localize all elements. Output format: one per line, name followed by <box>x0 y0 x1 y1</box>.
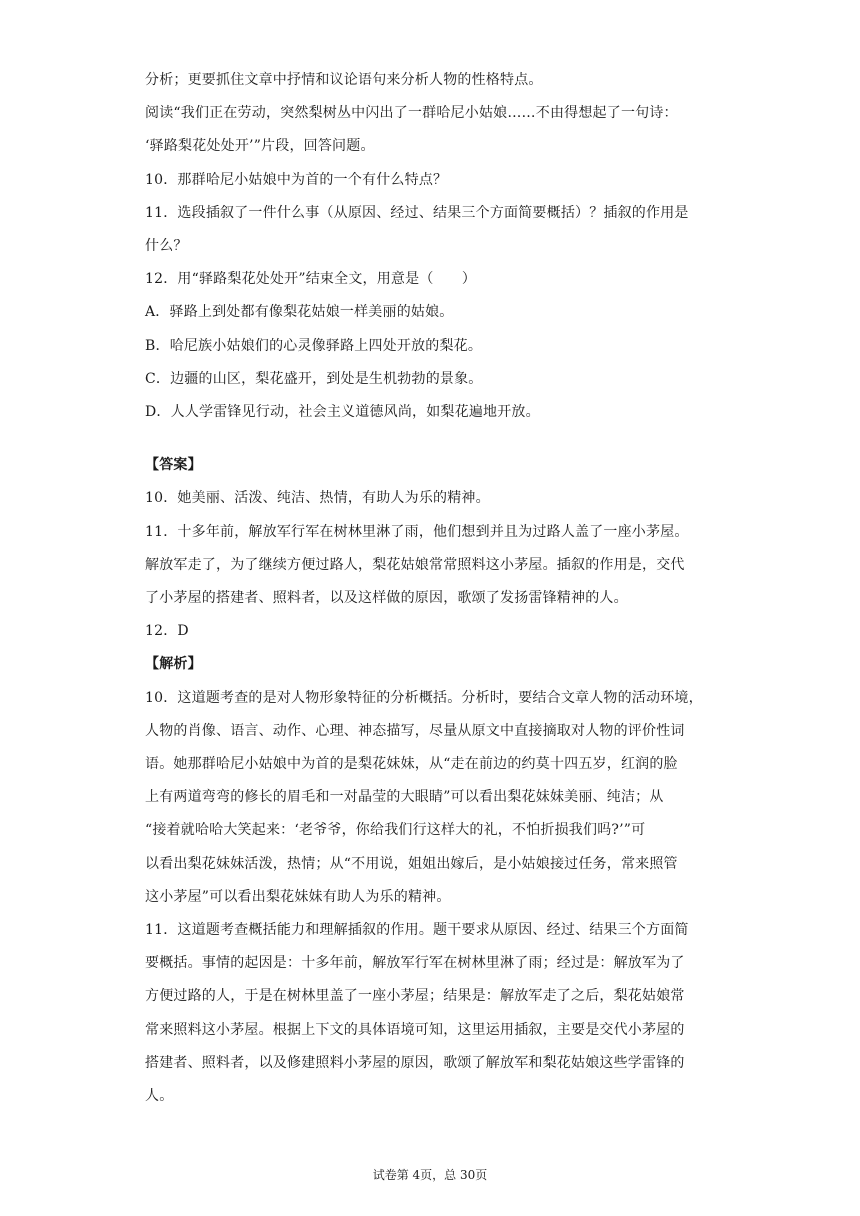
page-content <box>145 64 719 1113</box>
answer-11-line-1: 11．十多年前，解放军行军在树林里淋了雨，他们想到并且为过路人盖了一座小茅屋。 <box>145 523 689 540</box>
explanation-11-line-4: 常来照料这小茅屋。根据上下文的具体语境可知，这里运用插叙，主要是交代小茅屋的 <box>145 1021 685 1038</box>
option-d: D．人人学雷锋见行动，社会主义道德风尚，如梨花遍地开放。 <box>145 404 540 421</box>
reading-instruction-line-1: 阅读“我们正在劳动，突然梨树丛中闪出了一群哈尼小姑娘……不由得想起了一句诗： <box>145 105 678 122</box>
explanation-10-line-2: 人物的肖像、语言、动作、心理、神态描写，尽量从原文中直接摘取对人物的评价性词 <box>145 722 685 739</box>
explanation-11-line-5: 搭建者、照料者，以及修建照料小茅屋的原因，歌颂了解放军和梨花姑娘这些学雷锋的 <box>145 1054 685 1071</box>
question-12: 12．用“驿路梨花处处开”结束全文，用意是（ ） <box>145 271 477 288</box>
explanation-10-line-1: 10．这道题考查的是对人物形象特征的分析概括。分析时，要结合文章人物的活动环境， <box>145 689 703 706</box>
explanation-heading: 【解析】 <box>145 656 202 673</box>
answer-section <box>145 449 719 648</box>
answer-heading: 【答案】 <box>145 457 202 474</box>
answer-10: 10．她美丽、活泼、纯洁、热情，有助人为乐的精神。 <box>145 490 490 507</box>
explanation-10-line-4: 上有两道弯弯的修长的眉毛和一对晶莹的大眼睛”可以看出梨花妹妹美丽、纯洁；从 <box>145 789 664 806</box>
explanation-11-line-6: 人。 <box>145 1088 174 1105</box>
explanation-11-line-3: 方便过路的人，于是在树林里盖了一座小茅屋；结果是：解放军走了之后，梨花姑娘常 <box>145 988 685 1005</box>
explanation-10-line-7: 这小茅屋”可以看出梨花妹妹有助人为乐的精神。 <box>145 888 451 905</box>
answer-12: 12．D <box>145 623 189 640</box>
question-10: 10．那群哈尼小姑娘中为首的一个有什么特点？ <box>145 171 448 188</box>
explanation-10-line-6: 以看出梨花妹妹活泼，热情；从“不用说，姐姐出嫁后，是小姑娘接过任务，常来照管 <box>145 855 678 872</box>
explanation-10-line-5: “接着就哈哈大笑起来：‘老爷爷，你给我们行这样大的礼，不怕折损我们吗?’”可 <box>145 822 646 839</box>
question-11-line-1: 11．选段插叙了一件什么事（从原因、经过、结果三个方面简要概括）？插叙的作用是 <box>145 204 689 221</box>
page-footer: 试卷第 4页，总 30页 <box>372 1168 488 1182</box>
reading-instruction-line-2: ‘驿路梨花处处开’”片段，回答问题。 <box>145 138 375 155</box>
explanation-11-line-1: 11．这道题考查概括能力和理解插叙的作用。题干要求从原因、经过、结果三个方面简 <box>145 922 689 939</box>
option-a: A．驿路上到处都有像梨花姑娘一样美丽的姑娘。 <box>145 304 454 321</box>
explanation-11-line-2: 要概括。事情的起因是：十多年前，解放军行军在树林里淋了雨；经过是：解放军为了 <box>145 955 685 972</box>
explanation-10-line-3: 语。她那群哈尼小姑娘中为首的是梨花妹妹，从“走在前边的约莫十四五岁，红润的脸 <box>145 756 678 773</box>
answer-11-line-2: 解放军走了，为了继续方便过路人，梨花姑娘常常照料这小茅屋。插叙的作用是，交代 <box>145 556 685 573</box>
option-c: C．边疆的山区，梨花盛开，到处是生机勃勃的景象。 <box>145 370 483 387</box>
question-section <box>145 64 719 429</box>
explanation-section <box>145 648 719 1113</box>
question-11-line-2: 什么？ <box>145 238 188 255</box>
option-b: B．哈尼族小姑娘们的心灵像驿路上四处开放的梨花。 <box>145 337 483 354</box>
answer-11-line-3: 了小茅屋的搭建者、照料者，以及这样做的原因，歌颂了发扬雷锋精神的人。 <box>145 590 628 607</box>
analysis-tip: 分析；更要抓住文章中抒情和议论语句来分析人物的性格特点。 <box>145 72 543 88</box>
